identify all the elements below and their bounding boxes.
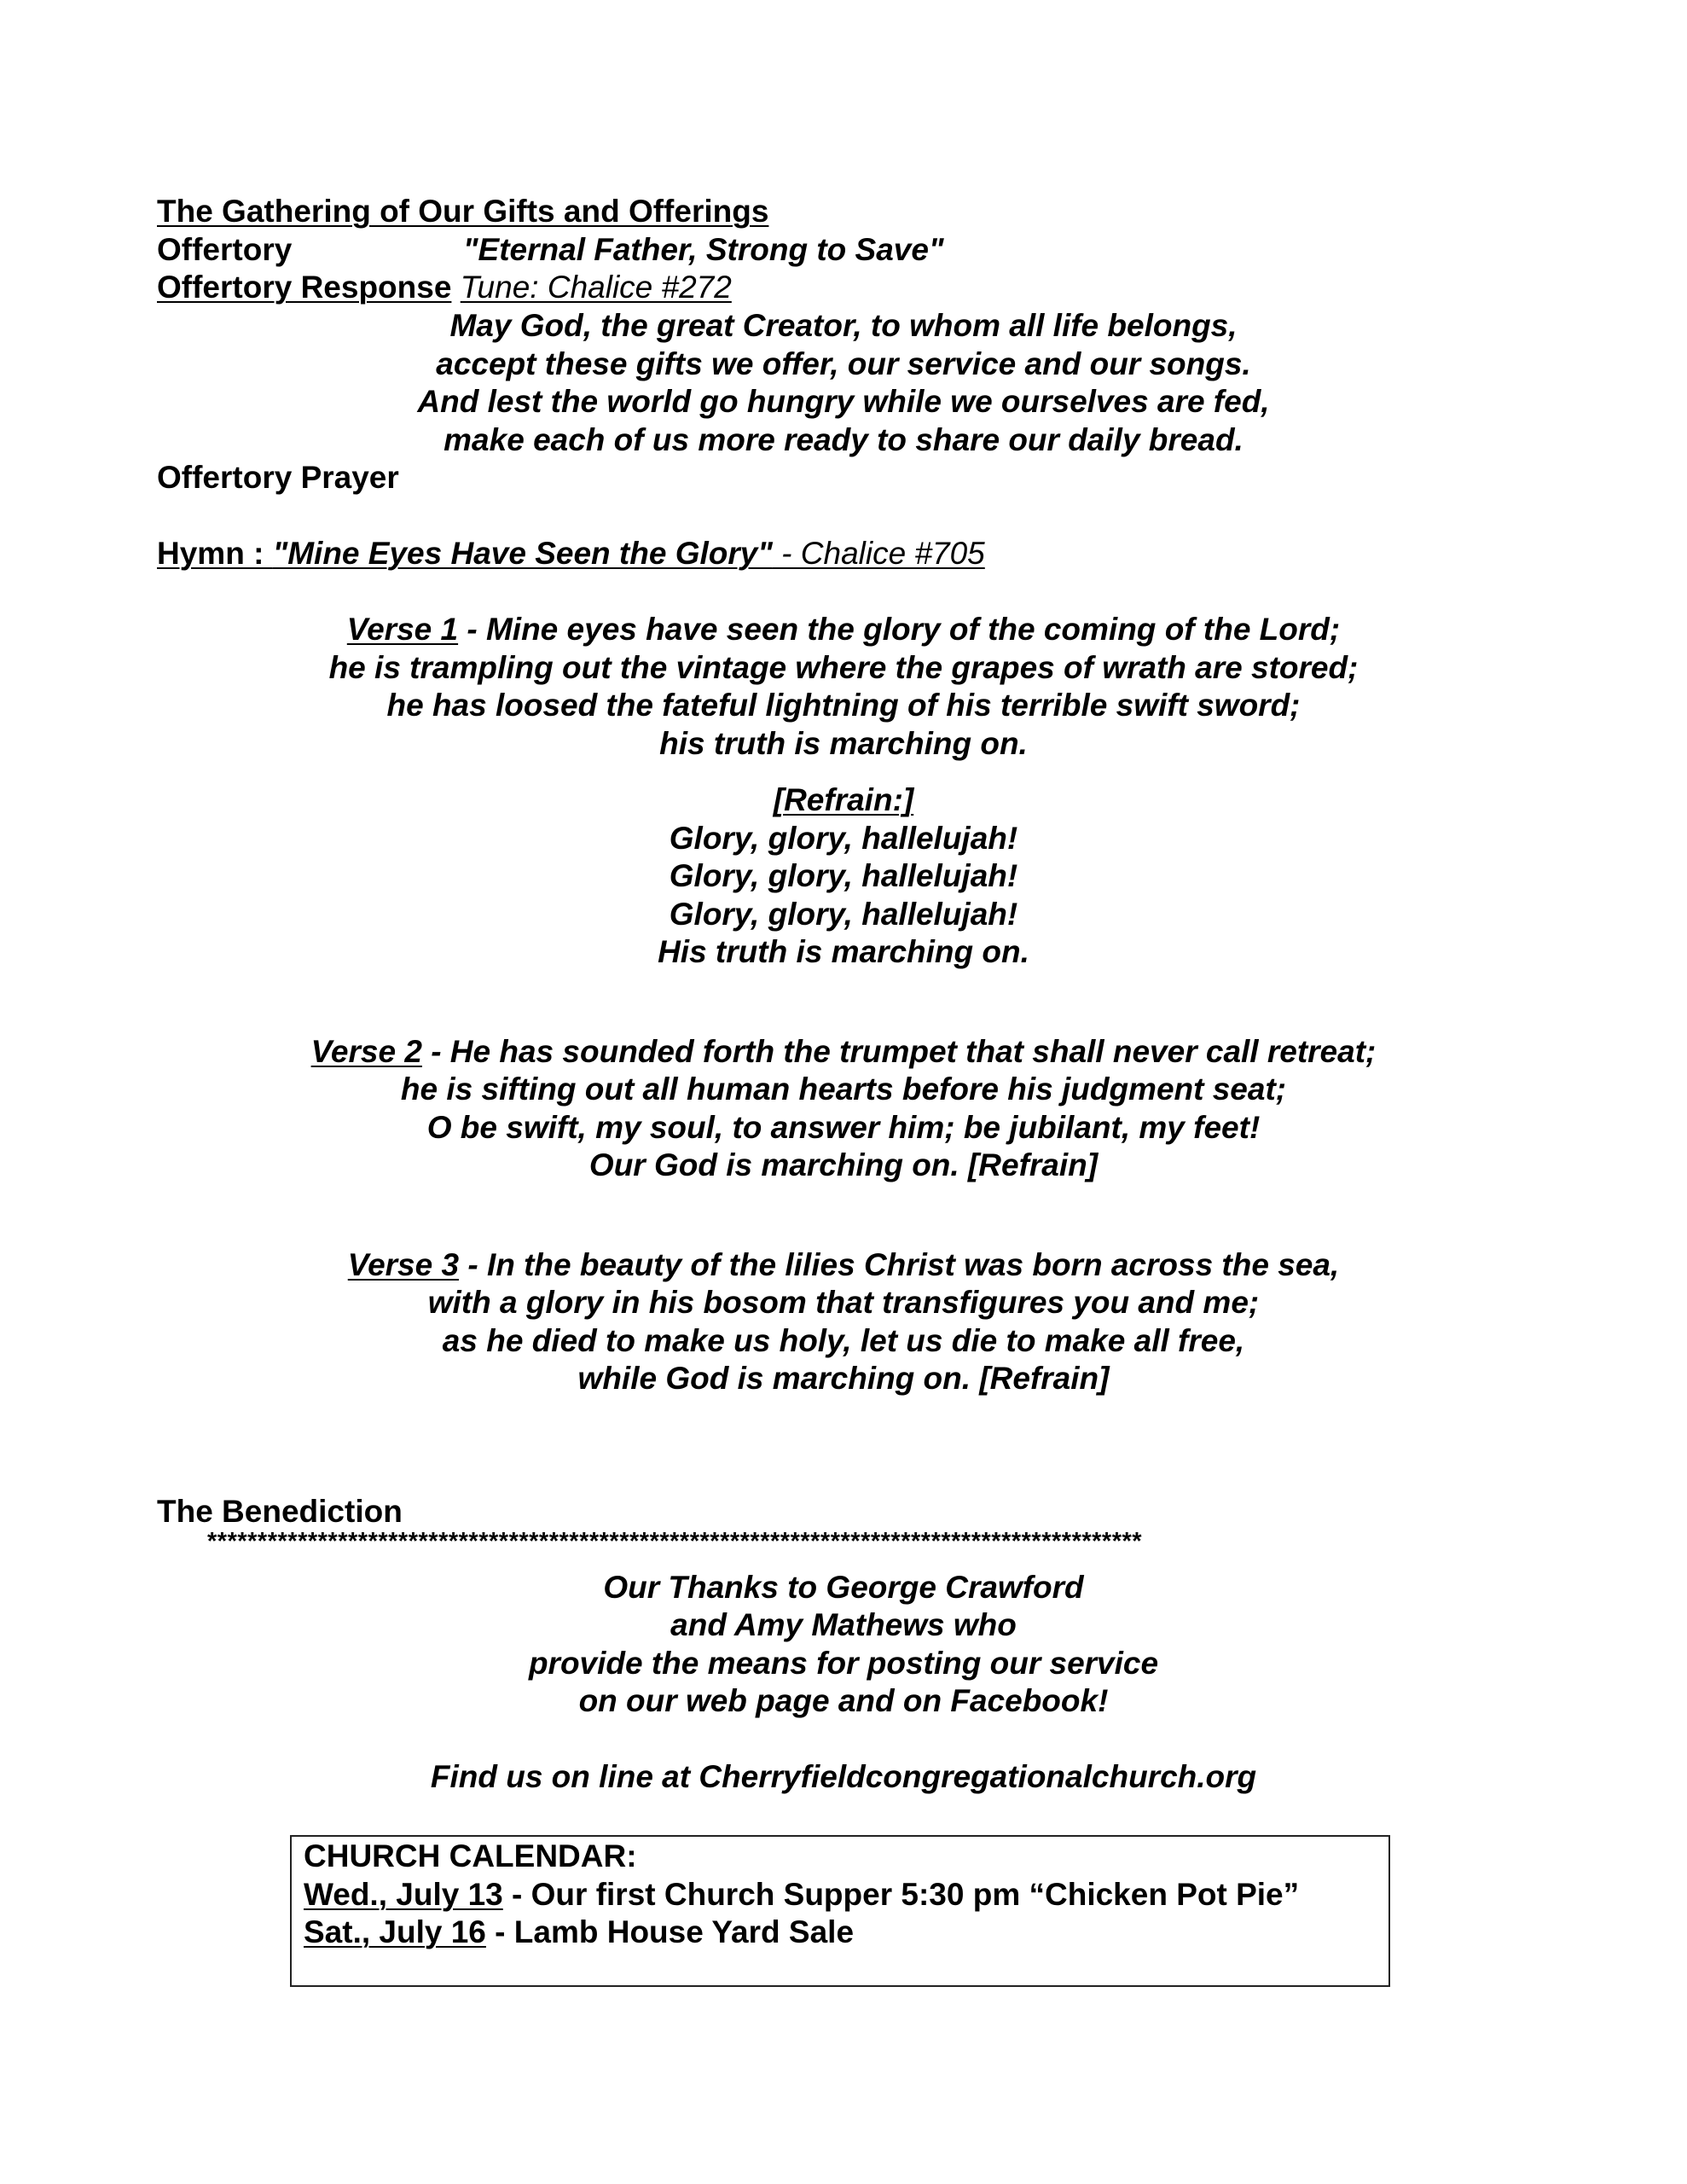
verse-line: Our God is marching on. [Refrain] xyxy=(588,1147,1099,1182)
separator: ********************************************************************************************* xyxy=(207,1528,1143,1555)
offertory-response-tune: Tune: Chalice #272 xyxy=(460,270,732,305)
verse-label: Verse 3 xyxy=(347,1247,460,1282)
verse-first-line xyxy=(0,1246,1687,1285)
event-date: Wed., July 13 xyxy=(304,1877,503,1912)
website-line: Find us on line at Cherryfieldcongregationalchurch.org xyxy=(430,1759,1257,1794)
response-line: May God, the great Creator, to whom all life belongs, xyxy=(449,308,1238,343)
response-line: accept these gifts we offer, our service and our songs. xyxy=(436,346,1251,381)
verse-text: - He has sounded forth the trumpet that shall never call retreat; xyxy=(421,1034,1377,1069)
verse-line: his truth is marching on. xyxy=(659,726,1028,761)
verse-text: - In the beauty of the lilies Christ was born across the sea, xyxy=(459,1247,1340,1282)
verse-line: he has loosed the fateful lightning of his terrible swift sword; xyxy=(386,688,1301,723)
gathering-heading: The Gathering of Our Gifts and Offerings xyxy=(157,194,769,229)
verse-first-line xyxy=(0,611,1687,649)
benediction-label: The Benediction xyxy=(157,1494,403,1529)
offertory-title: "Eternal Father, Strong to Save" xyxy=(463,232,944,267)
event-text: - Lamb House Yard Sale xyxy=(485,1914,855,1949)
hymn-label: Hymn : xyxy=(157,536,273,571)
verse-line: as he died to make us holy, let us die to make all free, xyxy=(442,1323,1245,1358)
thanks-line: on our web page and on Facebook! xyxy=(578,1683,1109,1718)
calendar-heading: CHURCH CALENDAR: xyxy=(304,1838,637,1873)
verse-label: Verse 1 xyxy=(346,612,459,647)
verse-first-line xyxy=(0,1033,1687,1072)
response-line: make each of us more ready to share our daily bread. xyxy=(443,422,1244,457)
refrain-line: Glory, glory, hallelujah! xyxy=(669,821,1018,856)
offertory-prayer-label: Offertory Prayer xyxy=(157,460,399,495)
verse-line: O be swift, my soul, to answer him; be jubilant, my feet! xyxy=(426,1110,1261,1145)
hymn-title: "Mine Eyes Have Seen the Glory" xyxy=(272,536,773,571)
refrain-line: Glory, glory, hallelujah! xyxy=(669,858,1018,893)
refrain-line: His truth is marching on. xyxy=(658,934,1029,969)
verse-line: he is trampling out the vintage where the grapes of wrath are stored; xyxy=(328,650,1359,685)
offertory-response-line xyxy=(157,269,732,307)
verse-label: Verse 2 xyxy=(310,1034,422,1069)
refrain-line: Glory, glory, hallelujah! xyxy=(669,897,1018,932)
calendar-event xyxy=(304,1876,1299,1914)
offertory-response-label: Offertory Response xyxy=(157,270,452,305)
verse-line: while God is marching on. [Refrain] xyxy=(577,1361,1110,1396)
event-text: - Our first Church Supper 5:30 pm “Chicken Pot Pie” xyxy=(502,1877,1300,1912)
hymn-heading xyxy=(157,535,985,573)
thanks-line: and Amy Mathews who xyxy=(670,1607,1017,1642)
event-date: Sat., July 16 xyxy=(304,1914,486,1949)
calendar-event xyxy=(304,1914,854,1952)
response-line: And lest the world go hungry while we ourselves are fed, xyxy=(417,384,1270,419)
verse-line: with a glory in his bosom that transfigures you and me; xyxy=(427,1285,1260,1320)
verse-line: he is sifting out all human hearts before his judgment seat; xyxy=(400,1072,1287,1107)
offertory-label: Offertory xyxy=(157,232,293,267)
hymn-source: - Chalice #705 xyxy=(772,536,985,571)
thanks-line: Our Thanks to George Crawford xyxy=(603,1570,1084,1605)
thanks-line: provide the means for posting our service xyxy=(528,1646,1159,1681)
verse-text: - Mine eyes have seen the glory of the coming of the Lord; xyxy=(458,612,1341,647)
refrain-label: [Refrain:] xyxy=(773,782,914,817)
